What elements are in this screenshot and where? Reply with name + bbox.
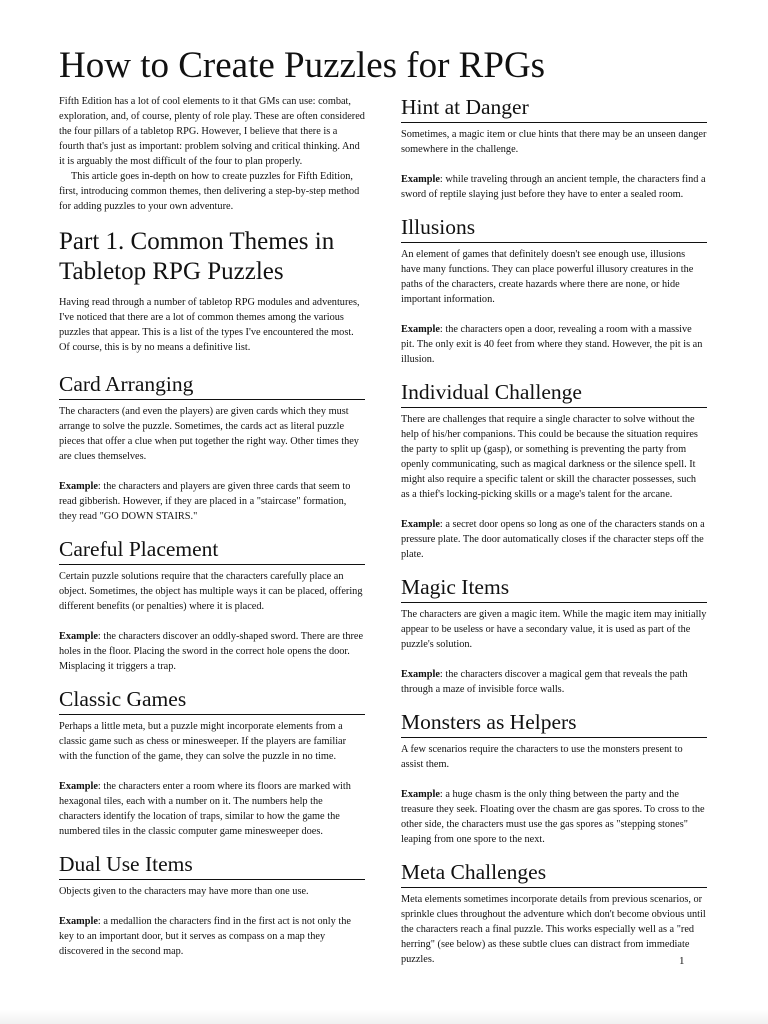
example-paragraph: [59, 479, 365, 524]
section-illusions: [401, 214, 707, 367]
section-heading: Dual Use Items: [59, 851, 365, 880]
section-heading: Monsters as Helpers: [401, 709, 707, 738]
section-individual-challenge: [401, 379, 707, 562]
example-paragraph: [401, 172, 707, 202]
example-text: : a secret door opens so long as one of the characters stands on a pressure plate. The door automatically closes if the character steps off the plate.: [401, 519, 705, 560]
section-magic-items: [401, 574, 707, 697]
section-paragraph: Objects given to the characters may have more than one use.: [59, 886, 309, 897]
section-paragraph: Meta elements sometimes incorporate details from previous scenarios, or sprinkle clues throughout the adventure which don't become obvious until the characters reach a final puzzle. This works especially well as a "red herring" (see below) as these subtle clues can distract from immediate puzzles.: [401, 894, 706, 965]
section-paragraph: There are challenges that require a single character to solve without the help of his/her companions. This could be because the situation requires the party to split up (gasp), or something is preventing the party from openly communicating, such as magical darkness or the silence spell. It might also require a specific talent or skill the character possesses, such as a thief's locking-picking skills or a mage's talent for the arcane.: [401, 414, 698, 500]
example-label: Example: [401, 669, 440, 680]
example-text: : while traveling through an ancient temple, the characters find a sword of reptile slaying just before they have to enter a sealed room.: [401, 174, 706, 200]
section-classic-games: [59, 686, 365, 839]
example-label: Example: [401, 324, 440, 335]
example-text: : the characters and players are given three cards that seem to read gibberish. However, if they are placed in a "staircase" formation, they read "GO DOWN STAIRS.": [59, 481, 351, 522]
example-paragraph: [401, 322, 707, 367]
part1-heading: Part 1. Common Themes in Tabletop RPG Puzzles: [59, 228, 335, 285]
section-paragraph: An element of games that definitely doesn't see enough use, illusions have many functions. They can place powerful illusory creatures in the paths of the characters, create hazards where there are none, or hide important information.: [401, 249, 694, 305]
example-text: : the characters enter a room where its floors are marked with hexagonal tiles, each with a number on it. The numbers help the characters identify the location of traps, similar to how the game the numbered tiles in the classic computer game minesweeper does.: [59, 781, 351, 837]
section-hint-at-danger: [401, 94, 707, 202]
page-number: 1: [679, 955, 685, 967]
intro-paragraph: Fifth Edition has a lot of cool elements to it that GMs can use: combat, exploration, and, of course, plenty of role play. These are often considered the four pillars of a tabletop RPG. However, I believe that there is a fourth that's just as important: problem solving and critical thinking. And it is arguably the most difficult of the four to plan properly.: [59, 96, 365, 167]
example-label: Example: [59, 631, 98, 642]
example-text: : the characters discover a magical gem that reveals the path through a maze of invisible force walls.: [401, 669, 688, 695]
example-label: Example: [59, 481, 98, 492]
section-heading: Illusions: [401, 214, 707, 243]
section-heading: Classic Games: [59, 686, 365, 715]
section-meta-challenges: [401, 859, 707, 967]
section-heading: Magic Items: [401, 574, 707, 603]
section-paragraph: Sometimes, a magic item or clue hints that there may be an unseen danger somewhere in the challenge.: [401, 129, 707, 155]
section-paragraph: The characters are given a magic item. While the magic item may initially appear to be useless or have a secondary value, it is used as part of the puzzle's solution.: [401, 609, 707, 650]
left-column: [59, 94, 365, 959]
example-paragraph: [401, 517, 707, 562]
section-paragraph: Perhaps a little meta, but a puzzle might incorporate elements from a classic game such as chess or minesweeper. If the players are familiar with the function of the game, they can solve the puzzle in no time.: [59, 721, 347, 762]
section-paragraph: Certain puzzle solutions require that the characters carefully place an object. Sometimes, the object has multiple ways it can be placed, offering different benefits (or penalties) where it is placed.: [59, 571, 363, 612]
section-heading: Hint at Danger: [401, 94, 707, 123]
section-monsters-as-helpers: [401, 709, 707, 847]
example-paragraph: [401, 787, 707, 847]
example-text: : the characters discover an oddly-shaped sword. There are three holes in the floor. Placing the sword in the correct hole opens the door. Misplacing it triggers a trap.: [59, 631, 364, 672]
section-heading: Careful Placement: [59, 536, 365, 565]
section-heading: Individual Challenge: [401, 379, 707, 408]
example-text: : the characters open a door, revealing a room with a massive pit. The only exit is 40 feet from where they stand. However, the pit is an illusion.: [401, 324, 703, 365]
example-label: Example: [401, 174, 440, 185]
section-heading: Meta Challenges: [401, 859, 707, 888]
section-careful-placement: [59, 536, 365, 674]
section-heading: Card Arranging: [59, 371, 365, 400]
page-bottom-edge: [0, 1010, 768, 1024]
section-dual-use-items: [59, 851, 365, 959]
example-paragraph: [59, 779, 365, 839]
example-text: : a huge chasm is the only thing between the party and the treasure they seek. Floating over the chasm are gas spores. To cross to the other side, the characters must use the gas spores as "stepping stones" leaping from one spore to the next.: [401, 789, 705, 845]
example-label: Example: [401, 789, 440, 800]
example-paragraph: [401, 667, 707, 697]
example-text: : a medallion the characters find in the first act is not only the key to an important door, but it serves as compass on a map they discovered in the second map.: [59, 916, 351, 957]
part1-paragraph: Having read through a number of tabletop RPG modules and adventures, I've noticed that there are a lot of common themes among the various puzzles that appear. This is a list of the types I've encountered the most. Of course, this is by no means a definitive list.: [59, 297, 360, 353]
example-label: Example: [401, 519, 440, 530]
right-column: [401, 94, 707, 967]
section-paragraph: The characters (and even the players) are given cards which they must arrange to solve the puzzle. Sometimes, the cards act as literal puzzle pieces that offer a clue when put together the right way. Other times they are clues themselves.: [59, 406, 359, 462]
section-card-arranging: [59, 371, 365, 524]
example-label: Example: [59, 916, 98, 927]
example-paragraph: [59, 629, 365, 674]
page-title: How to Create Puzzles for RPGs: [59, 45, 546, 86]
example-paragraph: [59, 914, 365, 959]
intro-paragraph: This article goes in-depth on how to create puzzles for Fifth Edition, first, introducing common themes, then delivering a step-by-step method for adding puzzles to your own adventure.: [59, 171, 360, 212]
example-label: Example: [59, 781, 98, 792]
section-paragraph: A few scenarios require the characters to use the monsters present to assist them.: [401, 744, 683, 770]
